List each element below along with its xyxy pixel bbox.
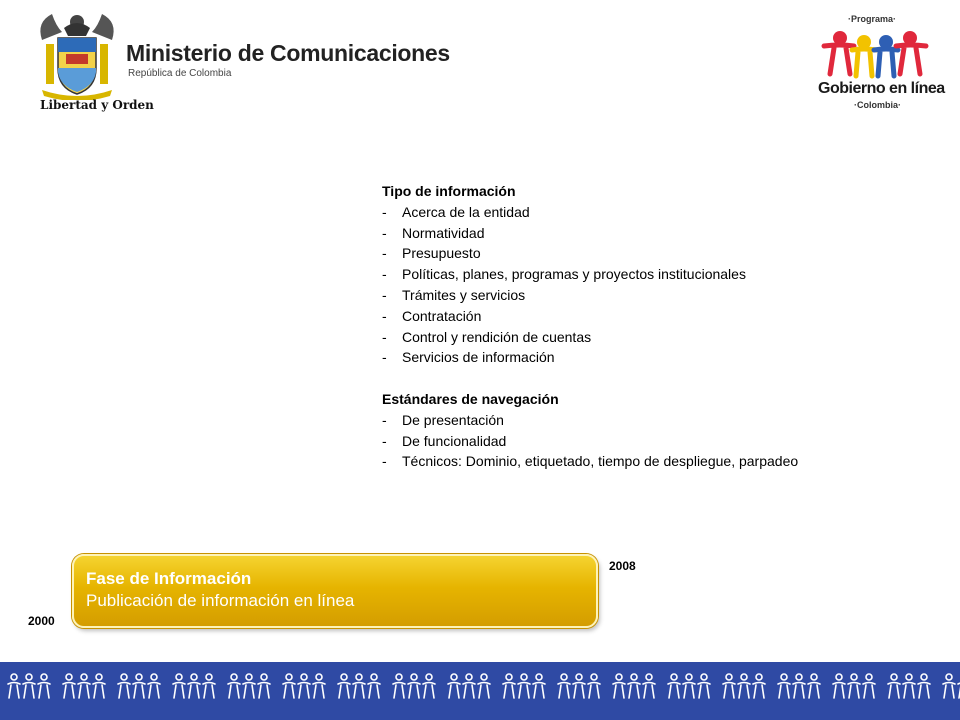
list-item <box>382 327 922 348</box>
list-item <box>382 410 922 431</box>
list-item-text: De presentación <box>402 411 504 428</box>
ministry-subtitle: República de Colombia <box>128 68 232 79</box>
list-item-text: Control y rendición de cuentas <box>402 328 592 345</box>
program-name: Gobierno en línea <box>818 80 945 97</box>
dash-bullet: - <box>382 224 387 241</box>
list-item-text: Contratación <box>402 307 482 324</box>
dash-bullet: - <box>382 453 387 470</box>
list-item-text: Políticas, planes, programas y proyectos institucionales <box>402 266 746 283</box>
list-item <box>382 264 922 285</box>
list-item-text: Presupuesto <box>402 245 481 262</box>
dash-bullet: - <box>382 328 387 345</box>
list-item <box>382 243 922 264</box>
content-list <box>382 181 922 472</box>
dash-bullet: - <box>382 286 387 303</box>
list-item-text: Trámites y servicios <box>402 286 526 303</box>
dash-bullet: - <box>382 349 387 366</box>
phase-box <box>72 554 598 628</box>
ministry-title: Ministerio de Comunicaciones <box>126 40 450 66</box>
list-item <box>382 451 922 472</box>
list-item <box>382 431 922 452</box>
people-pattern-icon <box>0 668 960 718</box>
dash-bullet: - <box>382 203 387 220</box>
tipo-list <box>382 202 922 368</box>
program-country: ·Colombia· <box>854 100 901 110</box>
coat-of-arms-icon <box>34 10 120 100</box>
list-item-text: Acerca de la entidad <box>402 203 530 220</box>
list-item <box>382 223 922 244</box>
program-logo <box>814 8 945 113</box>
tipo-heading: Tipo de información <box>382 183 516 199</box>
footer-band <box>0 662 960 720</box>
start-year-label: 2000 <box>28 614 55 628</box>
phase-title: Fase de Información <box>86 569 252 588</box>
list-item-text: Servicios de información <box>402 349 555 366</box>
people-figures-icon <box>816 22 932 82</box>
estandares-list <box>382 410 922 472</box>
phase-subtitle: Publicación de información en línea <box>86 591 355 610</box>
dash-bullet: - <box>382 266 387 283</box>
ministry-logo <box>34 10 450 115</box>
dash-bullet: - <box>382 245 387 262</box>
list-item <box>382 306 922 327</box>
program-label: ·Programa· <box>848 14 897 24</box>
list-item-text: De funcionalidad <box>402 432 507 449</box>
end-year-label: 2008 <box>609 559 636 573</box>
list-item <box>382 202 922 223</box>
list-item <box>382 285 922 306</box>
dash-bullet: - <box>382 411 387 428</box>
list-item-text: Técnicos: Dominio, etiquetado, tiempo de despliegue, parpadeo <box>402 453 799 470</box>
list-item-text: Normatividad <box>402 224 485 241</box>
motto-text: Libertad y Orden <box>40 98 154 112</box>
dash-bullet: - <box>382 307 387 324</box>
dash-bullet: - <box>382 432 387 449</box>
list-item <box>382 347 922 368</box>
estandares-heading: Estándares de navegación <box>382 390 559 407</box>
